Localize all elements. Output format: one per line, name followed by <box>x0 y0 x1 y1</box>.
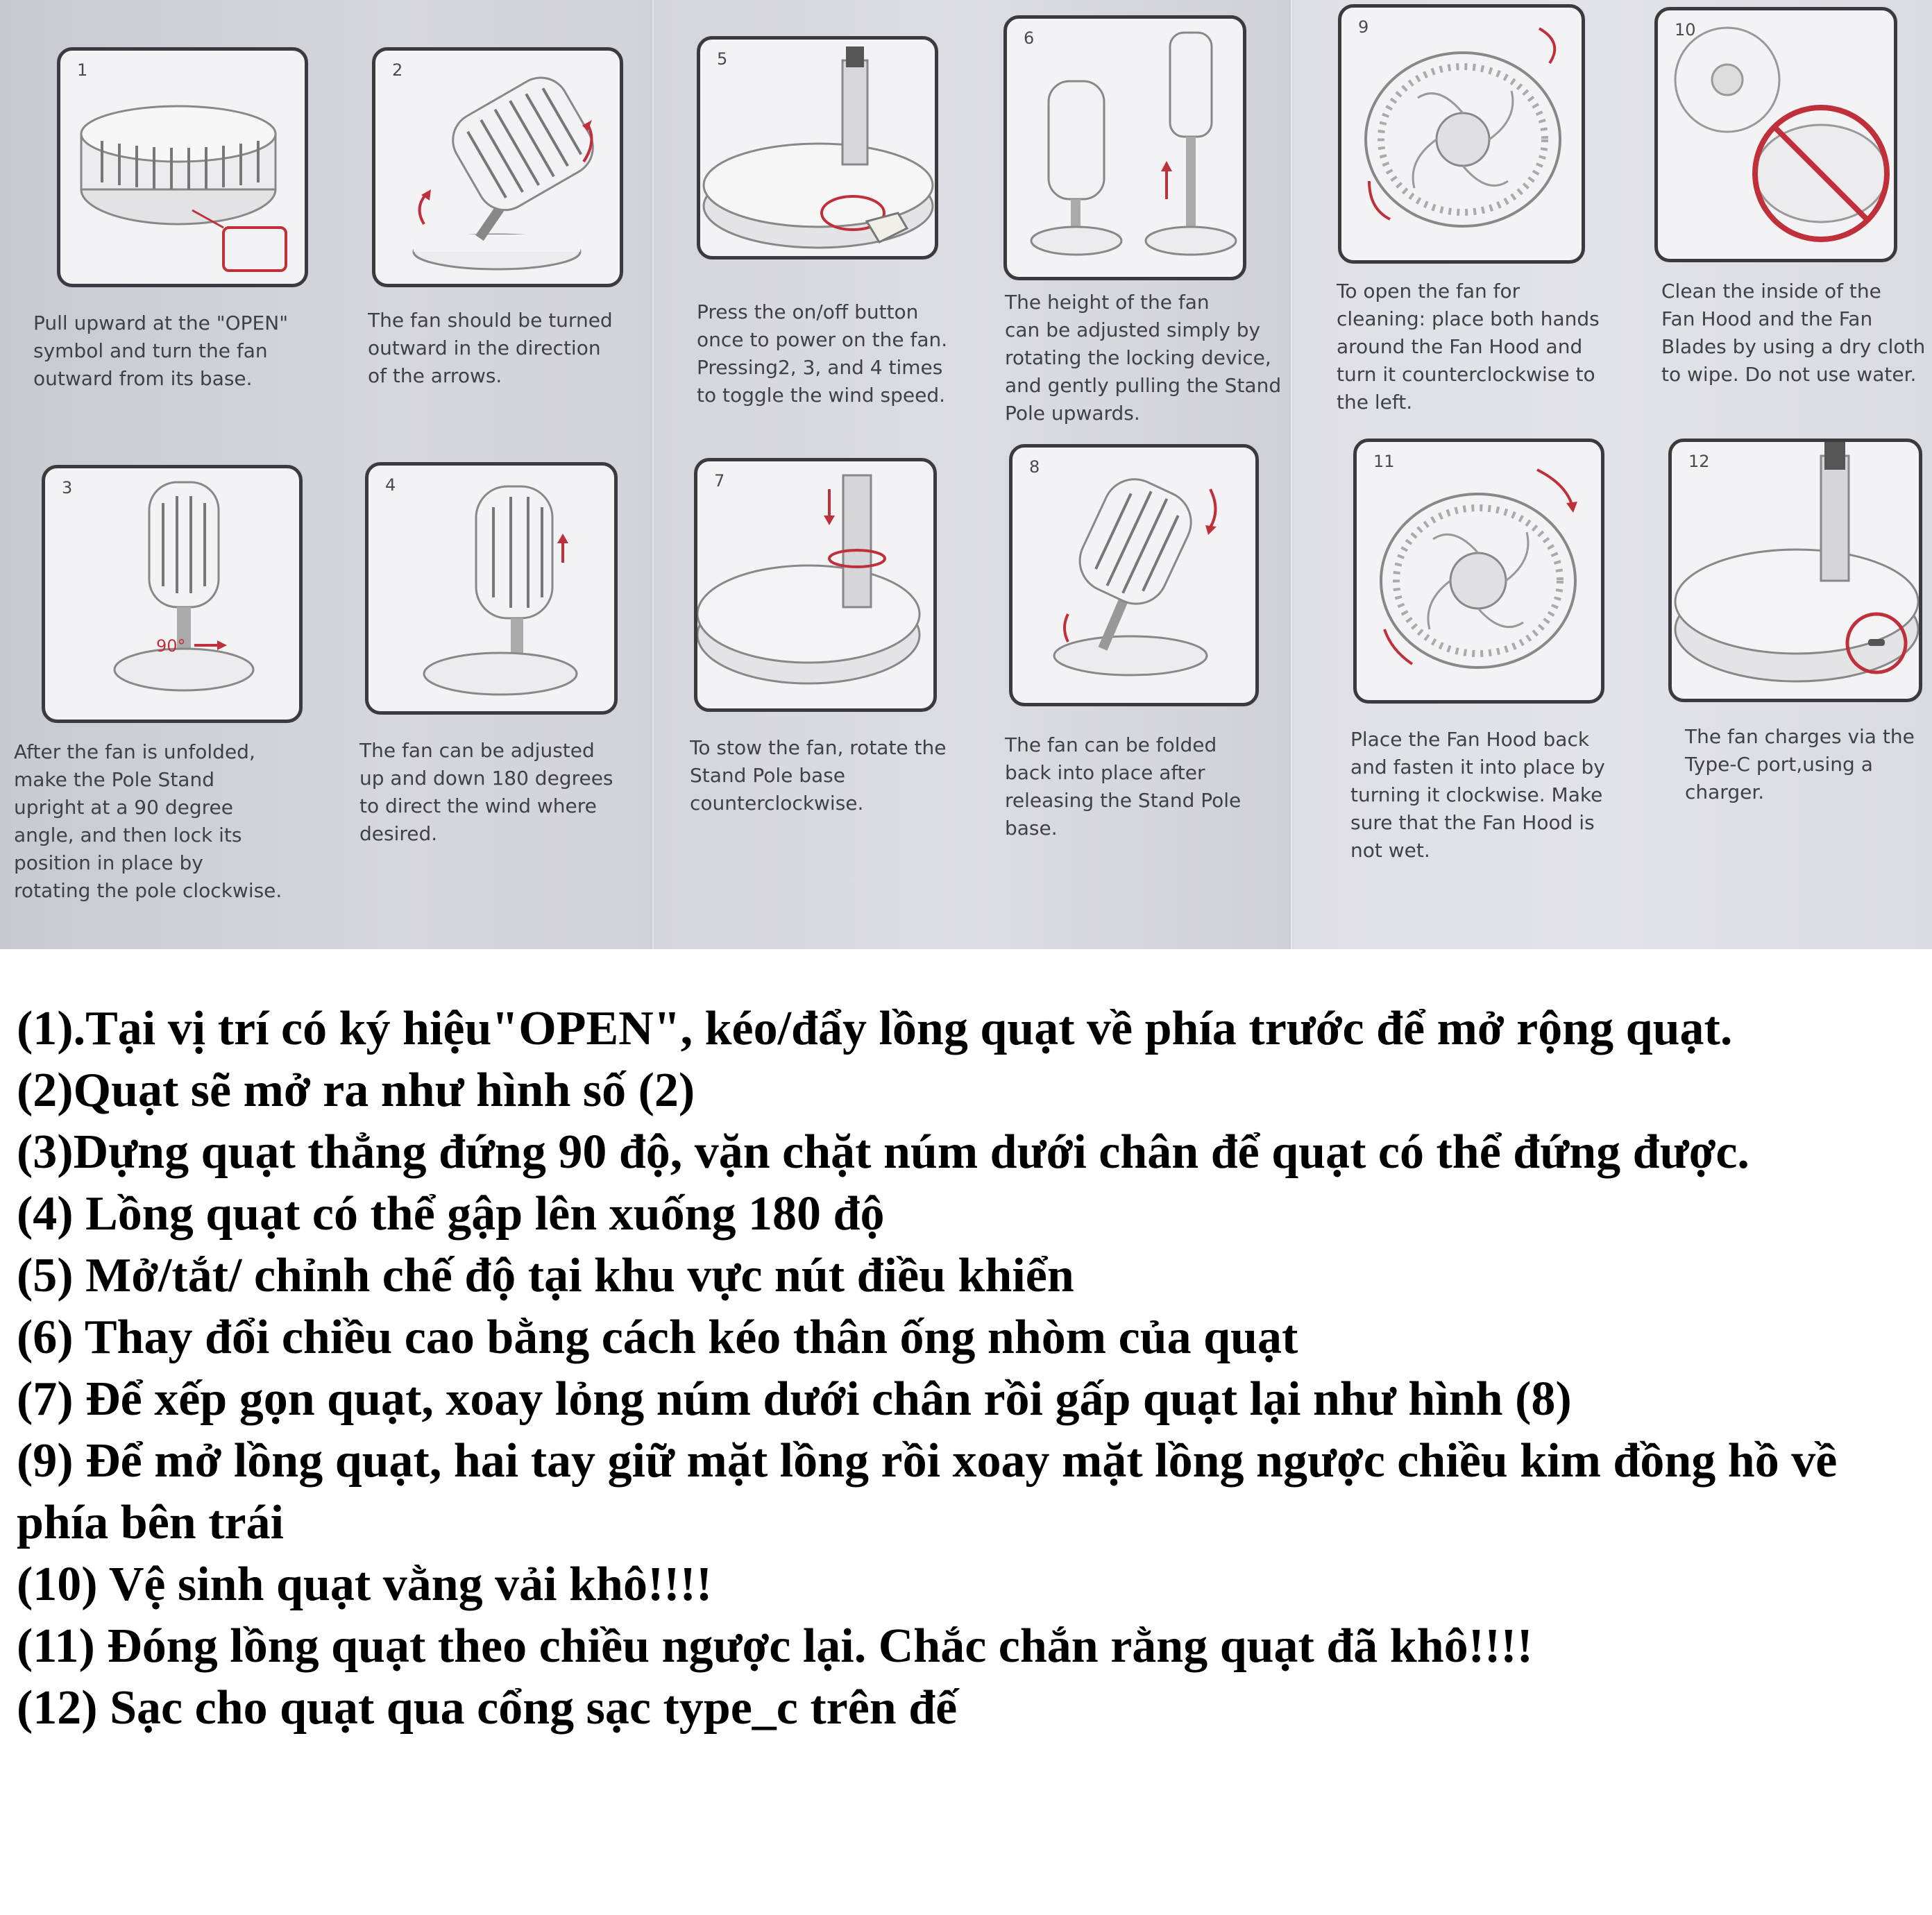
step-5-illustration <box>697 36 938 259</box>
step-6-illustration <box>1003 15 1246 280</box>
step-number: 2 <box>392 60 403 80</box>
step-1-caption: Pull upward at the "OPEN" symbol and turn the fan outward from its base. <box>33 312 289 390</box>
instruction-line: (3)Dựng quạt thẳng đứng 90 độ, vặn chặt núm dưới chân để quạt có thể đứng được. <box>17 1125 1749 1179</box>
instruction-line: (2)Quạt sẽ mở ra như hình số (2) <box>17 1064 695 1117</box>
step-6-caption: The height of the fan can be adjusted simply by rotating the locking device, and gently pulling the Stand Pole upwards. <box>1005 291 1282 425</box>
step-12-caption: The fan charges via the Type-C port,using a charger. <box>1685 725 1915 803</box>
stow-rotate-drawing <box>697 461 933 708</box>
step-number: 6 <box>1024 28 1035 48</box>
step-11-illustration <box>1353 439 1604 704</box>
step-9-caption: To open the fan for cleaning: place both hands around the Fan Hood and turn it counterclockwise to the left. <box>1337 280 1600 414</box>
step-3-caption: After the fan is unfolded, make the Pole Stand upright at a 90 degree angle, and then lock its position in place by rotating the pole clockwise. <box>14 740 282 902</box>
instruction-line: (9) Để mở lồng quạt, hai tay giữ mặt lồng rồi xoay mặt lồng ngược chiều kim đồng hồ về phía bên trái <box>17 1434 1838 1549</box>
step-7-illustration <box>694 458 937 712</box>
upright-lock-drawing <box>45 468 299 720</box>
fold-back-drawing <box>1012 448 1255 703</box>
step-number: 7 <box>714 471 725 491</box>
step-4-caption: The fan can be adjusted up and down 180 degrees to direct the wind where desired. <box>359 739 613 845</box>
step-number: 5 <box>717 49 728 69</box>
charging-port-drawing <box>1672 442 1919 699</box>
step-5-caption: Press the on/off button once to power on the fan. Pressing2, 3, and 4 times to toggle the wind speed. <box>697 300 948 407</box>
step-number: 10 <box>1675 20 1696 40</box>
instruction-line: (1).Tại vị trí có ký hiệu"OPEN", kéo/đẩy lồng quạt về phía trước để mở rộng quạt. <box>17 1002 1733 1055</box>
angle-label: 90° <box>156 636 186 656</box>
leaflet-fold <box>651 0 655 949</box>
step-4-illustration <box>365 462 618 715</box>
fan-base-open-drawing <box>60 51 305 284</box>
step-number: 11 <box>1373 452 1395 471</box>
close-fan-hood-drawing <box>1357 442 1601 700</box>
step-10-caption: Clean the inside of the Fan Hood and the Fan Blades by using a dry cloth to wipe. Do not use water. <box>1661 280 1926 386</box>
instruction-line: (6) Thay đổi chiều cao bằng cách kéo thân ống nhòm của quạt <box>17 1311 1298 1364</box>
step-2-illustration <box>372 47 623 287</box>
open-fan-hood-drawing <box>1341 8 1582 260</box>
step-number: 4 <box>385 475 396 495</box>
instruction-line: (11) Đóng lồng quạt theo chiều ngược lại. Chắc chắn rằng quạt đã khô!!!! <box>17 1619 1533 1673</box>
step-11-caption: Place the Fan Hood back and fasten it into place by turning it clockwise. Make sure that the Fan Hood is not wet. <box>1350 728 1605 862</box>
step-1-illustration <box>57 47 308 287</box>
step-7-caption: To stow the fan, rotate the Stand Pole base counterclockwise. <box>690 736 947 815</box>
vietnamese-instructions <box>17 998 1918 1739</box>
step-3-illustration <box>42 465 303 723</box>
step-number: 3 <box>62 478 73 497</box>
step-2-caption: The fan should be turned outward in the direction of the arrows. <box>368 309 613 387</box>
step-8-illustration <box>1009 444 1259 706</box>
step-number: 1 <box>77 60 88 80</box>
step-number: 9 <box>1358 17 1369 37</box>
step-10-illustration <box>1654 7 1897 262</box>
power-button-drawing <box>700 40 935 256</box>
step-9-illustration <box>1338 4 1585 264</box>
leaflet-fold <box>1289 0 1294 949</box>
step-number: 12 <box>1688 452 1710 471</box>
step-8-caption: The fan can be folded back into place after releasing the Stand Pole base. <box>1005 733 1242 840</box>
step-12-illustration <box>1668 439 1922 702</box>
tilt-180-drawing <box>368 466 614 711</box>
height-adjust-drawing <box>1007 19 1243 277</box>
instruction-line: (12) Sạc cho quạt qua cổng sạc type_c trên đế <box>17 1681 958 1735</box>
instruction-line: (5) Mở/tắt/ chỉnh chế độ tại khu vực nút điều khiển <box>17 1249 1074 1302</box>
instruction-leaflet-photo <box>0 0 1932 949</box>
fan-tilt-drawing <box>375 51 620 284</box>
step-number: 8 <box>1029 457 1040 477</box>
instruction-line: (4) Lồng quạt có thể gập lên xuống 180 độ <box>17 1187 885 1241</box>
instruction-line: (7) Để xếp gọn quạt, xoay lỏng núm dưới chân rồi gấp quạt lại như hình (8) <box>17 1372 1572 1426</box>
instruction-line: (10) Vệ sinh quạt vằng vải khô!!!! <box>17 1558 713 1611</box>
clean-fan-drawing <box>1658 10 1894 259</box>
